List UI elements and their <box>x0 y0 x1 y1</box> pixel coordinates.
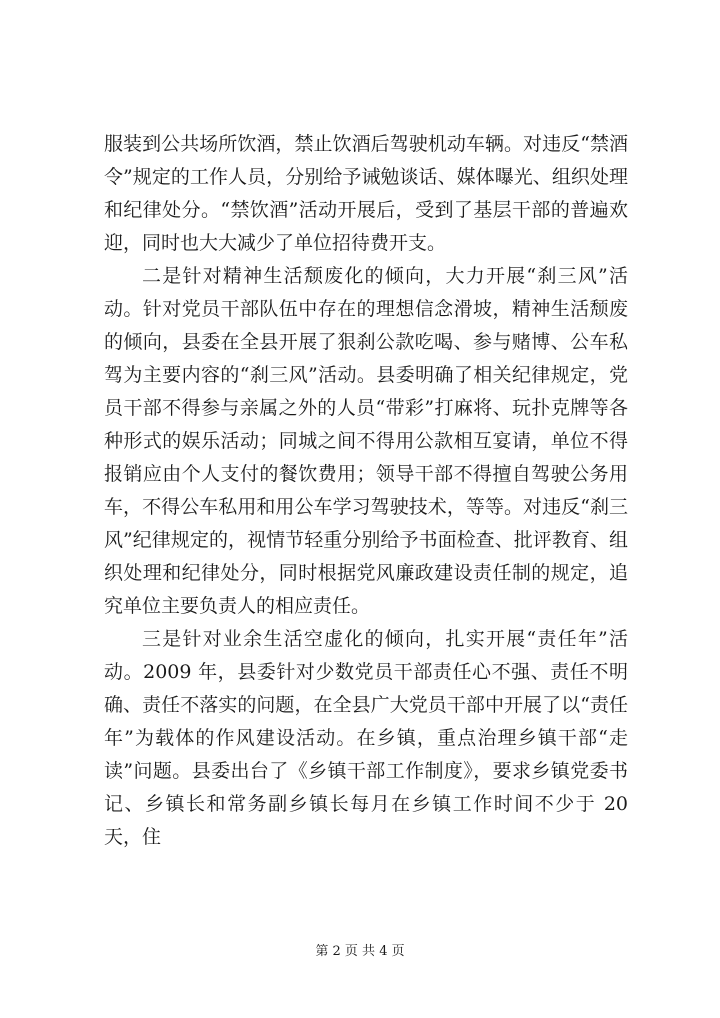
document-body <box>104 128 628 854</box>
paragraph-san-feng: 二是针对精神生活颓废化的倾向，大力开展“刹三风”活动。针对党员干部队伍中存在的理想信念滑坡，精神生活颓废的倾向，县委在全县开展了狠刹公款吃喝、参与赌博、公车私驾为主要内容的“刹三风”活动。县委明确了相关纪律规定，党员干部不得参与亲属之外的人员“带彩”打麻将、玩扑克牌等各种形式的娱乐活动；同城之间不得用公款相互宴请，单位不得报销应由个人支付的餐饮费用；领导干部不得擅自驾驶公务用车，不得公车私用和用公车学习驾驶技术，等等。对违反“刹三风”纪律规定的，视情节轻重分别给予书面检查、批评教育、组织处理和纪律处分，同时根据党风廉政建设责任制的规定，追究单位主要负责人的相应责任。 <box>104 265 628 617</box>
paragraph-continuation: 服装到公共场所饮酒，禁止饮酒后驾驶机动车辆。对违反“禁酒令”规定的工作人员，分别给予诫勉谈话、媒体曝光、组织处理和纪律处分。“禁饮酒”活动开展后，受到了基层干部的普遍欢迎，同时也大大减少了单位招待费开支。 <box>104 133 628 254</box>
page-footer: 第 2 页 共 4 页 <box>315 944 405 959</box>
paragraph-responsibility-year: 三是针对业余生活空虚化的倾向，扎实开展“责任年”活动。2009 年，县委针对少数党员干部责任心不强、责任不明确、责任不落实的问题，在全县广大党员干部中开展了以“责任年”为载体的作风建设活动。在乡镇，重点治理乡镇干部“走读”问题。县委出台了《乡镇干部工作制度》，要求乡镇党委书记、乡镇长和常务副乡镇长每月在乡镇工作时间不少于 20 天，住 <box>104 628 628 848</box>
